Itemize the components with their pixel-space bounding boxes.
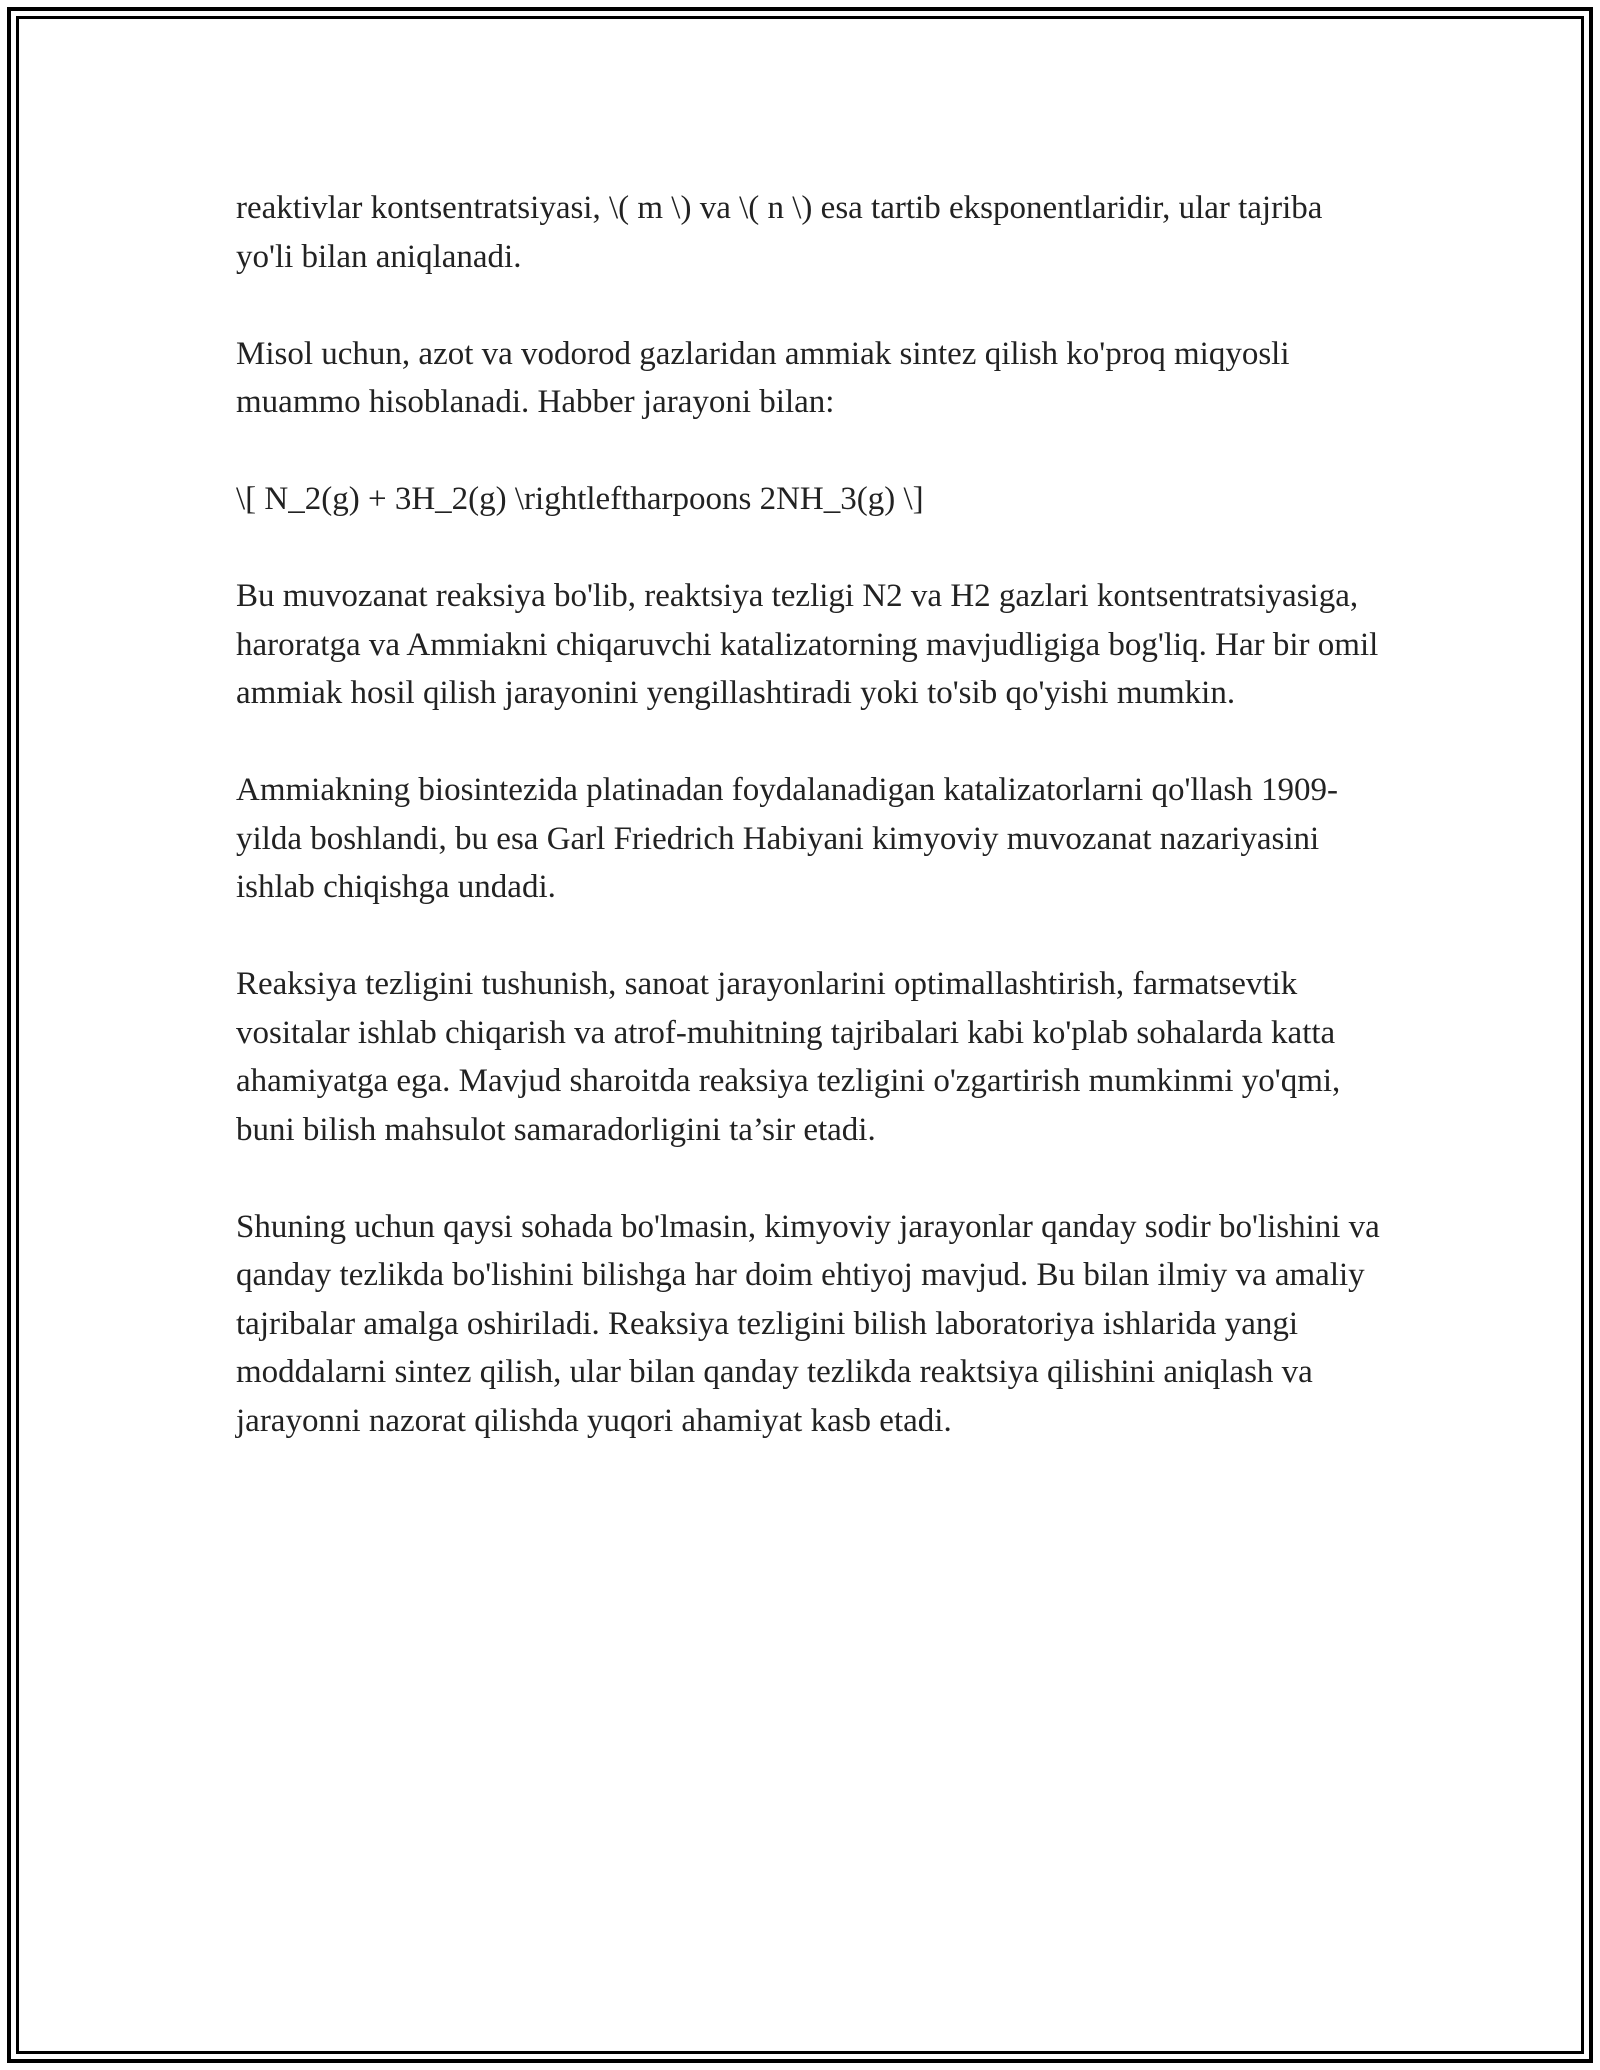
- equation-haber-process: \[ N_2(g) + 3H_2(g) \rightleftharpoons 2NH_3(g) \]: [236, 481, 924, 517]
- document-body: [236, 184, 1386, 1445]
- paragraph-rate-law-exponents: reaktivlar kontsentratsiyasi, \( m \) va \( n \) esa tartib eksponentlaridir, ular tajriba yo'li bilan aniqlanadi.: [236, 190, 1323, 275]
- paragraph-conclusion: Shuning uchun qaysi sohada bo'lmasin, kimyoviy jarayonlar qanday sodir bo'lishini va qanday tezlikda bo'lishini bilishga har doim ehtiyoj mavjud. Bu bilan ilmiy va amaliy tajribalar amalga oshiriladi. Reaksiya tezligini bilish laboratoriya ishlarida yangi moddalarni sintez qilish, ular bilan qanday tezlikda reaktsiya qilishini aniqlash va jarayonni nazorat qilishda yuqori ahamiyat kasb etadi.: [236, 1208, 1380, 1439]
- paragraph-ammonia-synthesis-intro: Misol uchun, azot va vodorod gazlaridan ammiak sintez qilish ko'proq miqyosli muammo hisoblanadi. Habber jarayoni bilan:: [236, 335, 1290, 420]
- paragraph-catalyst-history: Ammiakning biosintezida platinadan foydalanadigan katalizatorlarni qo'llash 1909-yilda boshlandi, bu esa Garl Friedrich Habiyani kimyoviy muvozanat nazariyasini ishlab chiqishga undadi.: [236, 772, 1338, 905]
- paragraph-reaction-rate-importance: Reaksiya tezligini tushunish, sanoat jarayonlarini optimallashtirish, farmatsevtik vositalar ishlab chiqarish va atrof-muhitning tajribalari kabi ko'plab sohalarda katta ahamiyatga ega. Mavjud sharoitda reaksiya tezligini o'zgartirish mumkinmi yo'qmi, buni bilish mahsulot samaradorligini ta’sir etadi.: [236, 966, 1341, 1148]
- paragraph-equilibrium-factors: Bu muvozanat reaksiya bo'lib, reaktsiya tezligi N2 va H2 gazlari kontsentratsiyasiga, haroratga va Ammiakni chiqaruvchi katalizatorning mavjudligiga bog'liq. Har bir omil ammiak hosil qilish jarayonini yengillashtiradi yoki to'sib qo'yishi mumkin.: [236, 578, 1379, 711]
